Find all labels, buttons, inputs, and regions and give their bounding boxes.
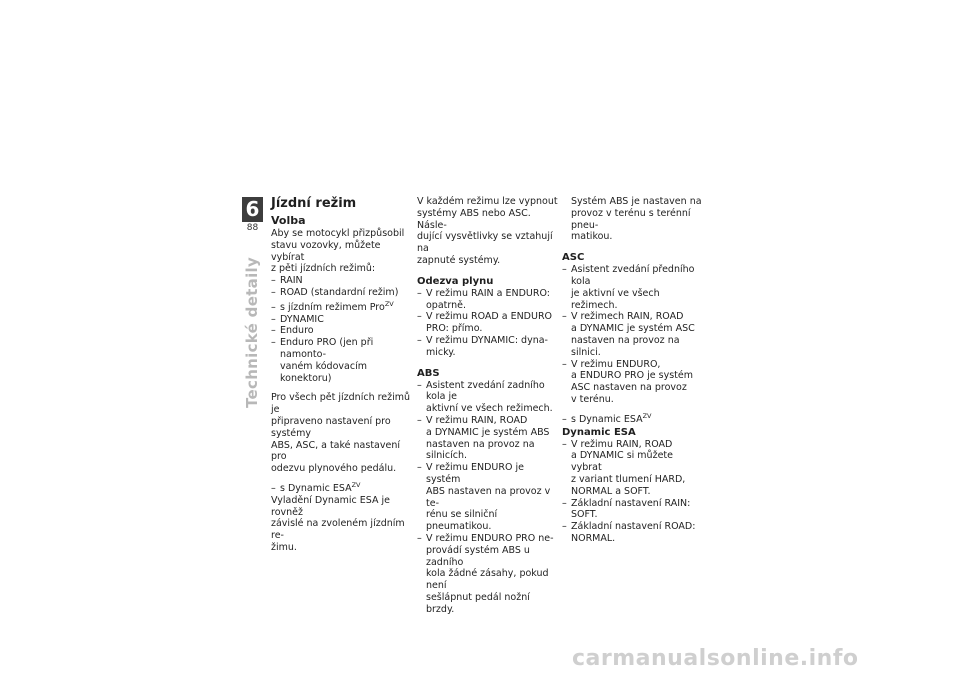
paragraph-line: systémy ABS nebo ASC. Násle-: [417, 207, 531, 231]
paragraph-line: Vyladění Dynamic ESA je rovněž: [271, 494, 391, 518]
watermark: carmanualsonline.info: [572, 646, 859, 671]
list-item: – Základní nastavení ROAD: NORMAL.: [562, 521, 696, 544]
paragraph-line: zapnuté systémy.: [417, 254, 501, 266]
list-item: – V režimu ROAD a ENDURO PRO: přímo.: [417, 311, 553, 335]
list-item: – Asistent zvedání předního kola je aktivní ve všech režimech.: [562, 264, 695, 311]
list-item: – V režimech RAIN, ROAD a DYNAMIC je systém ASC nastaven na provoz na silnici.: [562, 311, 695, 358]
list-item: – V režimu ENDURO, a ENDURO PRO je systém ASC nastaven na provoz v terénu.: [562, 358, 693, 405]
chapter-number: 6: [242, 197, 263, 222]
paragraph-line: matikou.: [571, 231, 613, 243]
list-item: – V režimu ENDURO PRO ne- provádí systém ABS u zadního kola žádné zásahy, pokud není sešlápnut pedál nožní brzdy.: [417, 532, 554, 615]
paragraph-line: dující vysvětlivky se vztahují na: [417, 231, 553, 255]
intro-line: stavu vozovky, můžete vybírat: [271, 239, 381, 263]
chapter-tab: [242, 197, 263, 435]
paragraph-line: provoz v terénu s terénní pneu-: [571, 207, 691, 231]
list-item: – Enduro: [271, 325, 314, 337]
column-2: [417, 196, 559, 616]
list-item: – V režimu ENDURO je systém ABS nastaven na provoz v te- rénu se silniční pneumatikou.: [417, 462, 551, 533]
asc-heading: ASC: [562, 252, 585, 264]
list-item: – V režimu RAIN a ENDURO: opatrně.: [417, 287, 550, 311]
zv-mark: ZV: [384, 299, 394, 308]
intro-line: Aby se motocykl přizpůsobil: [271, 228, 405, 239]
abs-heading: ABS: [417, 367, 440, 379]
option-label: – s Dynamic $ESA^{ZV}$: [271, 480, 361, 494]
paragraph-line: Systém ABS je nastaven na: [571, 196, 702, 207]
chapter-side-title: Technické detaily: [243, 256, 261, 408]
paragraph-line: závislé na zvoleném jízdním re-: [271, 518, 405, 542]
list-item: – V režimu DYNAMIC: dyna- micky.: [417, 334, 548, 358]
section-subtitle: Volba: [271, 214, 306, 227]
option-label: – s jízdním režimem Pro$^{ZV}$: [271, 299, 394, 313]
list-item: – ROAD (standardní režim): [271, 286, 399, 298]
page-number: 88: [246, 223, 259, 233]
list-item: – Základní nastavení RAIN: SOFT.: [562, 497, 691, 521]
intro-line: z pěti jízdních režimů:: [271, 263, 376, 275]
section-title: Jízdní režim: [271, 196, 357, 211]
column-1: [271, 196, 413, 554]
zv-mark: ZV: [351, 480, 361, 489]
column-3: [562, 196, 702, 545]
list-item: – Enduro PRO (jen při namonto- vaném kódovacím konektoru): [271, 337, 374, 384]
paragraph-line: Pro všech pět jízdních režimů je: [271, 392, 411, 416]
throttle-heading: Odezva plynu: [417, 275, 494, 287]
list-item: – DYNAMIC: [271, 313, 324, 325]
paragraph-line: žimu.: [271, 541, 297, 553]
zv-mark: ZV: [642, 411, 652, 420]
paragraph-line: odezvu plynového pedálu.: [271, 463, 397, 475]
paragraph-line: V každém režimu lze vypnout: [417, 196, 558, 207]
list-item: – Asistent zvedání zadního kola je aktivní ve všech režimech.: [417, 379, 553, 415]
list-item: – V režimu RAIN, ROAD a DYNAMIC si můžete vybrat z variant tlumení HARD, NORMAL a SOFT.: [562, 438, 686, 497]
paragraph-line: ABS, ASC, a také nastavení pro: [271, 439, 401, 463]
option-label: – s Dynamic $ESA^{ZV}$: [562, 411, 652, 425]
paragraph-line: připraveno nastavení pro systémy: [271, 415, 391, 439]
esa-heading: Dynamic ESA: [562, 426, 636, 438]
list-item: – V režimu RAIN, ROAD a DYNAMIC je systém ABS nastaven na provoz na silnicích.: [417, 414, 550, 462]
list-item: – RAIN: [271, 275, 303, 287]
